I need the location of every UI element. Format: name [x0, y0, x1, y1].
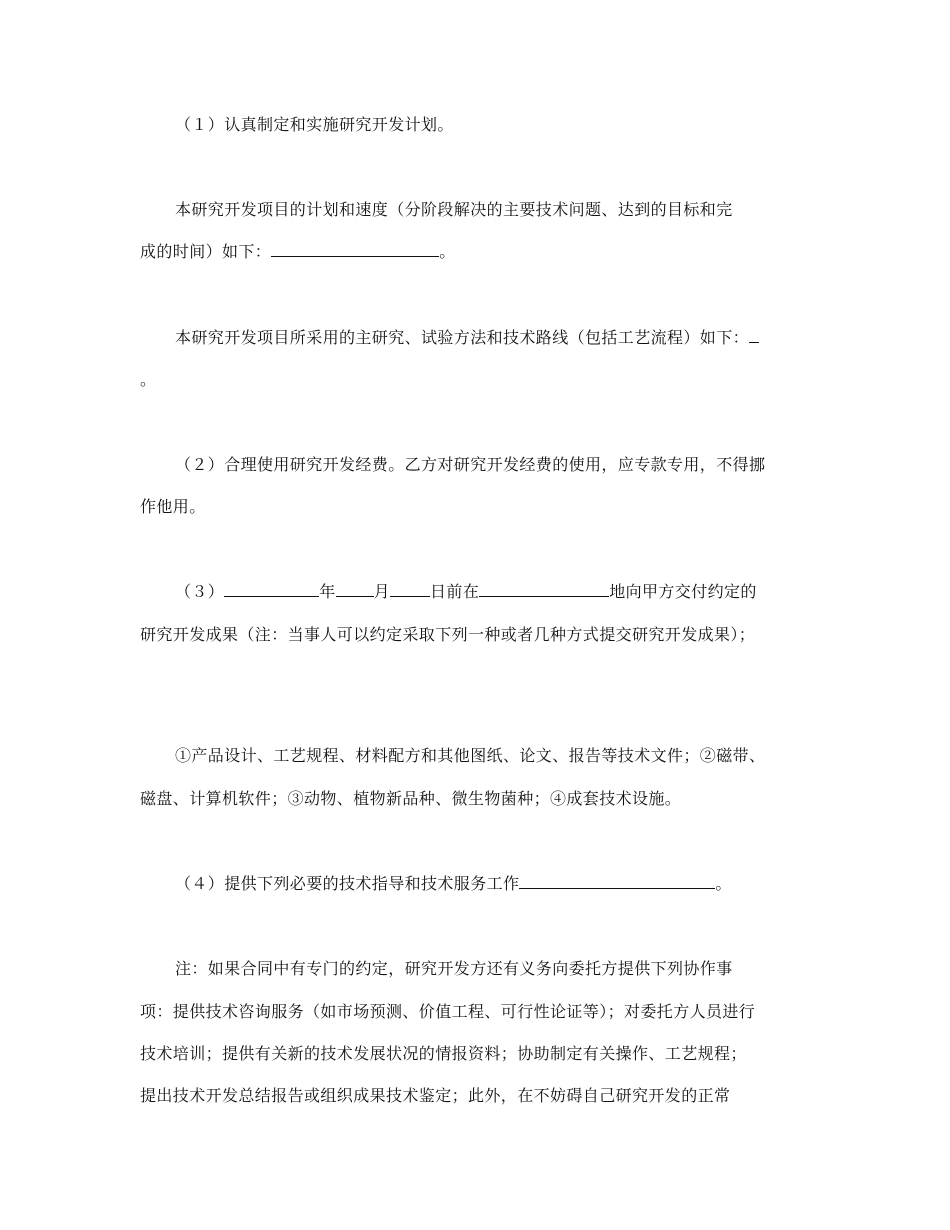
note-line-2: 项：提供技术咨询服务（如市场预测、价值工程、可行性论证等）；对委托方人员进行: [140, 1002, 756, 1021]
plan-paragraph-line-1: 本研究开发项目的计划和速度（分阶段解决的主要技术问题、达到的目标和完: [175, 200, 733, 219]
day-label: 日前在: [430, 582, 480, 601]
note-line-3: 技术培训；提供有关新的技术发展状况的情报资料；协助制定有关操作、工艺规程；: [140, 1044, 747, 1063]
note-line-4: 提出技术开发总结报告或组织成果技术鉴定；此外，在不妨碍自己研究开发的正常: [140, 1086, 731, 1105]
clause-3-prefix: （３）: [175, 582, 225, 601]
plan-paragraph-line-2: [140, 241, 456, 263]
clause-2-line-1: （２）合理使用研究开发经费。乙方对研究开发经费的使用，应专款专用，不得挪: [175, 455, 766, 474]
clause-2-line-2: 作他用。: [140, 497, 206, 516]
clause-4-end: 。: [715, 874, 732, 893]
deliverables-line-1: ①产品设计、工艺规程、材料配方和其他图纸、论文、报告等技术文件；②磁带、: [175, 746, 766, 765]
clause-1-text: （１）认真制定和实施研究开发计划。: [175, 115, 454, 134]
plan-text-after-blank: 。: [439, 242, 456, 261]
plan-fill-blank[interactable]: [271, 242, 439, 257]
clause-3-suffix: 地向甲方交付约定的: [609, 582, 757, 601]
clause-4-text: （４）提供下列必要的技术指导和技术服务工作: [175, 874, 520, 893]
location-fill-blank[interactable]: [479, 582, 609, 597]
method-paragraph-line-2: 。: [140, 370, 157, 389]
year-label: 年: [319, 582, 336, 601]
method-text: 本研究开发项目所采用的主研究、试验方法和技术路线（包括工艺流程）如下：: [175, 328, 750, 347]
service-fill-blank[interactable]: [519, 874, 715, 889]
method-fill-blank[interactable]: [749, 328, 759, 343]
note-line-1: 注：如果合同中有专门的约定，研究开发方还有义务向委托方提供下列协作事: [175, 959, 733, 978]
month-fill-blank[interactable]: [336, 582, 374, 597]
plan-text-before-blank: 成的时间）如下：: [140, 242, 272, 261]
day-fill-blank[interactable]: [390, 582, 430, 597]
clause-4-line: [175, 873, 732, 895]
clause-3-line-2: 研究开发成果（注：当事人可以约定采取下列一种或者几种方式提交研究开发成果）；: [140, 625, 756, 644]
year-fill-blank[interactable]: [224, 582, 319, 597]
month-label: 月: [373, 582, 391, 601]
method-paragraph-line-1: [175, 327, 759, 349]
deliverables-line-2: 磁盘、计算机软件；③动物、植物新品种、微生物菌种；④成套技术设施。: [140, 789, 682, 808]
clause-3-line-1: [175, 581, 757, 603]
